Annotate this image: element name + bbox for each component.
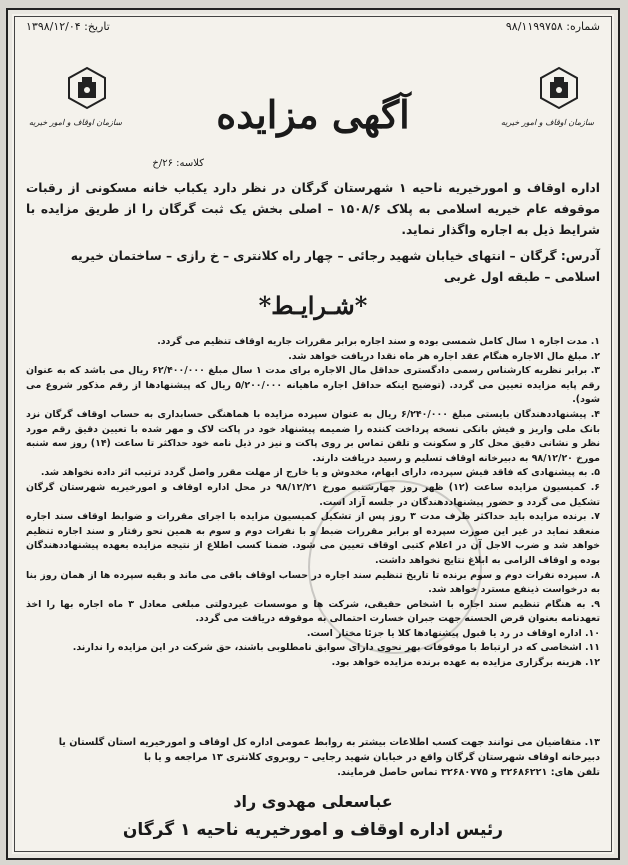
date-label: تاریخ: ۱۳۹۸/۱۲/۰۴: [26, 20, 110, 33]
signatory-name: عباسعلی مهدوی راد: [233, 792, 393, 811]
condition-item: ۵. به پیشنهادی که فاقد فیش سپرده، دارای ابهام، مخدوش و یا خارج از مهلت مقرر واصل گردد ترتیب اثر داده نخواهد شد.: [40, 467, 600, 479]
contact-line: ۱۳. متقاضیان می توانند جهت کسب اطلاعات بیشتر به روابط عمومی اداره کل اوقاف و امورخیریه استان گلستان یا دبیرخانه اوقاف شهرستان گرگان واقع در خیابان شهید رجایی – روبروی کلانتری ۱۳ مراجعه و یا با: [58, 737, 600, 763]
intro-paragraph: اداره اوقاف و امورخیریه ناحیه ۱ شهرستان گرگان در نظر دارد یکباب خانه مسکونی از رقبات موقوفه عام خیریه اسلامی به پلاک ۱۵۰۸/۶ – اصلی بخش یک ثبت گرگان را از طریق مزایده با شرایط ذیل به اجاره واگذار نماید.: [26, 181, 600, 237]
condition-item: ۱۰. اداره اوقاف در رد یا قبول پیشنهادها کلا یا جزئا مختار است.: [306, 627, 600, 639]
number-label: شماره: ۹۸/۱۱۹۹۷۵۸: [505, 20, 600, 33]
condition-item: ۷. برنده مزایده باید حداکثر ظرف مدت ۳ روز پس از تشکیل کمیسیون مزایده با اجرای مقررات و ضوابط اوقاف سند اجاره منعقد نماید در غیر این صورت سپرده او برابر مقررات ضبط و با نفرات دوم و سوم به همین نحو رفتار و سند اجاره تنظیم خواهد شد و ضرب الاجل آن در اعلام کتبی اوقاف تعیین می شود. ضمنا کسب اطلاع از نتیجه مزایده بعهده پیشنهاددهندگان بوده و اوقاف الزامی به ابلاغ نتایج نخواهد داشت.: [26, 511, 600, 566]
condition-item: ۱. مدت اجاره ۱ سال کامل شمسی بوده و سند اجاره برابر مقررات جاریه اوقاف تنظیم می گردد.: [157, 336, 600, 347]
announcement-sheet: [6, 8, 620, 860]
condition-item: ۸. سپرده نفرات دوم و سوم برنده تا تاریخ تنظیم سند اجاره در حساب اوقاف باقی می ماند و بقیه سپرده ها از همان روز بنا به درخواست ذینفع مسترد خواهد شد.: [26, 569, 600, 596]
condition-item: ۲. مبلغ مال الاجاره هنگام عقد اجاره هر ماه نقدا دریافت خواهد شد.: [288, 350, 600, 362]
condition-item: ۱۲. هزینه برگزاری مزایده به عهده برنده مزایده خواهد بود.: [331, 657, 600, 669]
condition-item: ۳. برابر نظریه کارشناس رسمی دادگستری حداقل مال الاجاره برای مدت ۱ سال مبلغ ۶۲/۴۰۰/۰۰۰ ریال می باشد که به عنوان رقم پایه مزایده تعیین می گردد. (توضیح اینکه حداقل اجاره ماهیانه ۵/۲۰۰/۰۰۰ ریال که پیشنهادها از رقم مذکور شروع می شود).: [26, 365, 600, 406]
condition-item: ۶. کمیسیون مزایده ساعت (۱۲) ظهر روز چهارشنبه مورخ ۹۸/۱۲/۲۱ در محل اداره اوقاف و امورخیریه شهرستان گرگان تشکیل می گردد و حضور پیشنهاددهندگان در جلسه آزاد است.: [26, 481, 600, 508]
condition-item: ۴. پیشنهاددهندگان بایستی مبلغ ۶/۲۴۰/۰۰۰ ریال به عنوان سپرده مزایده با هماهنگی حسابداری به حساب اوقاف گرگان نزد بانک ملی واریز و فیش بانکی نسخه پرداخت کننده را ضمیمه پیشنهاد خود در پاکت لاک و مهر شده با تعیین دقیق رقم مورد نظر و نشانی دقیق محل کار و سکونت و تلفن تماس بر روی پاکت و نیز در ذیل نامه خود حداکثر تا ساعت (۱۴) روز سه شنبه مورخ ۹۸/۱۲/۲۰ به دبیرخانه اوقاف تسلیم و رسید دریافت دارند.: [26, 408, 600, 464]
address-paragraph: آدرس: گرگان – انتهای خیابان شهید رجائی – چهار راه کلانتری – خ رازی – ساختمان خیریه اسلامی – طبقه اول غربی: [70, 249, 600, 284]
conditions-heading: *شـرایـط*: [258, 291, 368, 320]
org-name-right: سازمان اوقاف و امور خیریه: [500, 118, 594, 127]
contact-info: [26, 735, 600, 780]
org-name-left: سازمان اوقاف و امور خیریه: [28, 118, 122, 127]
class-number: کلاسه: ۲۶/خ: [152, 158, 204, 169]
condition-item: ۱۱. اشخاصی که در ارتباط با موقوفات بهر نحوی دارای سوابق نامطلوبی باشند، حق شرکت در این مزایده را ندارند.: [72, 642, 600, 654]
conditions-list: [26, 335, 600, 671]
contact-phones: تلفن های: ۳۲۶۸۶۲۲۱ و ۳۲۶۸۰۷۷۵ تماس حاصل فرمایند.: [337, 767, 600, 778]
condition-item: ۹. به هنگام تنظیم سند اجاره با اشخاص حقیقی، شرکت ها و موسسات غیردولتی مبلغی معادل ۳ ماه اجاره بها را اخذ تعهدنامه بعنوان قرض الحسنه جهت جبران خسارت احتمالی به موقوفه دریافت می گردد.: [26, 598, 600, 625]
page-title: آگهی مزایده: [216, 92, 410, 137]
signatory-title: رئیس اداره اوقاف و امورخیریه ناحیه ۱ گرگان: [122, 820, 504, 840]
